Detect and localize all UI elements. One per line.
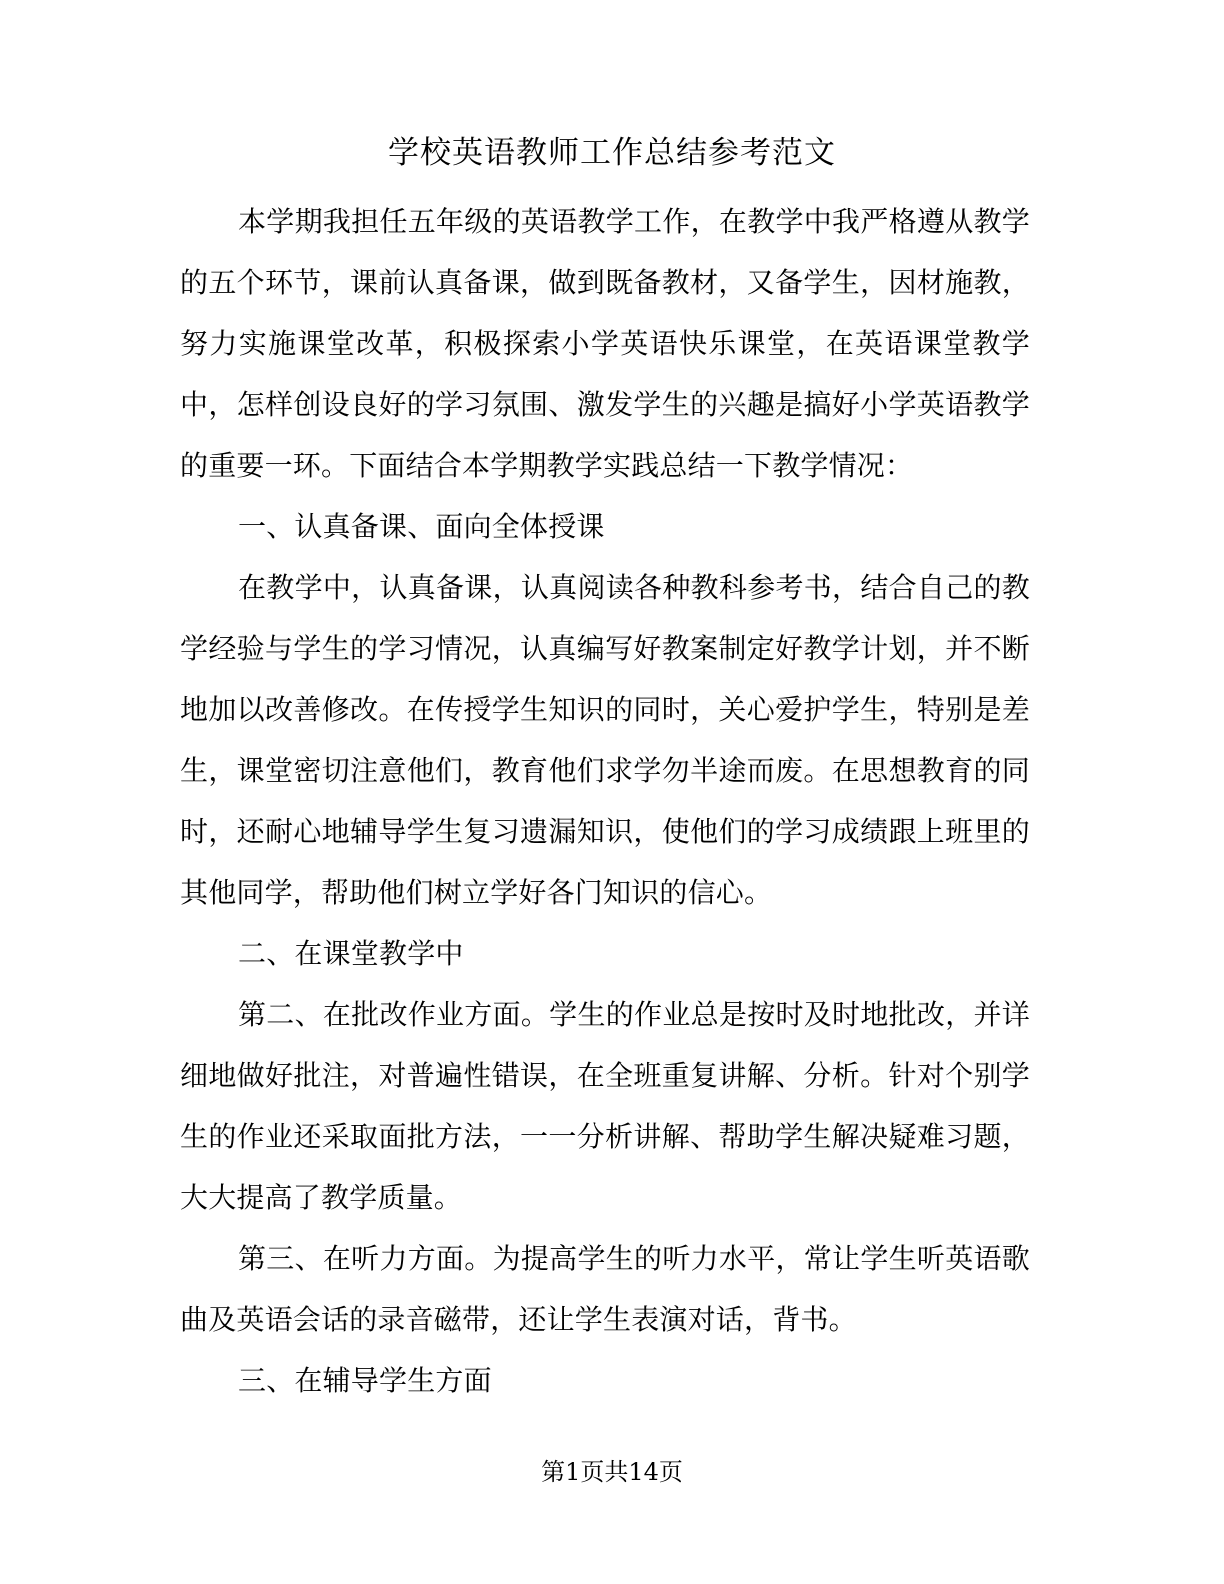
document-body (180, 191, 1030, 1411)
paragraph-preparation: 在教学中，认真备课，认真阅读各种教科参考书，结合自己的教学经验与学生的学习情况，认真编写好教案制定好教学计划，并不断地加以改善修改。在传授学生知识的同时，关心爱护学生，特别是差生，课堂密切注意他们，教育他们求学勿半途而废。在思想教育的同时，还耐心地辅导学生复习遗漏知识，使他们的学习成绩跟上班里的其他同学，帮助他们树立学好各门知识的信心。 (180, 571, 1030, 909)
paragraph-listening: 第三、在听力方面。为提高学生的听力水平，常让学生听英语歌曲及英语会话的录音磁带，还让学生表演对话，背书。 (180, 1242, 1030, 1336)
section-heading-3: 三、在辅导学生方面 (238, 1364, 492, 1397)
paragraph-intro: 本学期我担任五年级的英语教学工作，在教学中我严格遵从教学的五个环节，课前认真备课，做到既备教材，又备学生，因材施教，努力实施课堂改革，积极探索小学英语快乐课堂，在英语课堂教学中，怎样创设良好的学习氛围、激发学生的兴趣是搞好小学英语教学的重要一环。下面结合本学期教学实践总结一下教学情况： (180, 205, 1030, 482)
section-heading-2: 二、在课堂教学中 (238, 937, 464, 970)
page-title: 学校英语教师工作总结参考范文 (388, 135, 836, 171)
page-number: 第1页共14页 (541, 1458, 683, 1486)
section-heading-1: 一、认真备课、面向全体授课 (238, 510, 605, 543)
paragraph-homework: 第二、在批改作业方面。学生的作业总是按时及时地批改，并详细地做好批注，对普遍性错误，在全班重复讲解、分析。针对个别学生的作业还采取面批方法，一一分析讲解、帮助学生解决疑难习题，大大提高了教学质量。 (180, 998, 1030, 1214)
